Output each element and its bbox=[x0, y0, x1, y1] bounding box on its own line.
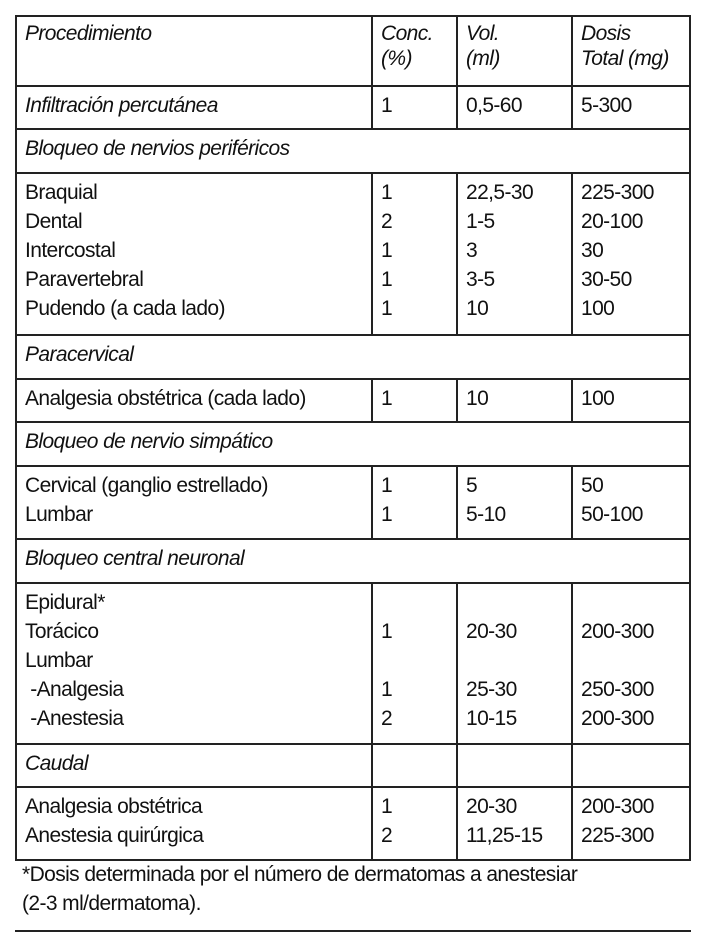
cell-empty bbox=[573, 745, 689, 786]
section-title bbox=[17, 336, 689, 378]
table-header bbox=[17, 17, 689, 87]
cell-conc bbox=[373, 584, 458, 743]
cell-text: 10 bbox=[466, 297, 489, 320]
table-row bbox=[17, 788, 689, 859]
section-row bbox=[17, 423, 689, 467]
cell-text: 50 bbox=[581, 474, 604, 497]
table-row bbox=[17, 380, 689, 423]
cell-text: Lumbar bbox=[25, 649, 93, 672]
cell-text: Paravertebral bbox=[25, 268, 144, 291]
cell-text: 22,5-30 bbox=[466, 181, 534, 204]
cell-text: Pudendo (a cada lado) bbox=[25, 297, 225, 320]
cell-text: Cervical (ganglio estrellado) bbox=[25, 474, 268, 497]
cell-text: -Anestesia bbox=[25, 707, 124, 730]
header-label: Vol. bbox=[466, 22, 500, 45]
footnote-line: (2-3 ml/dermatoma). bbox=[22, 892, 201, 915]
header-vol bbox=[458, 17, 573, 85]
cell-text bbox=[581, 646, 681, 675]
cell-text: 1-5 bbox=[466, 210, 495, 233]
cell-text: 11,25-15 bbox=[466, 824, 543, 847]
cell-text: 1 bbox=[381, 678, 393, 701]
cell-text: 3 bbox=[466, 239, 478, 262]
section-title bbox=[17, 745, 373, 786]
cell-text: 200-300 bbox=[581, 795, 654, 818]
cell-text: 2 bbox=[381, 824, 393, 847]
cell-text: Torácico bbox=[25, 620, 99, 643]
section-title bbox=[17, 423, 689, 465]
footnote-line: *Dosis determinada por el número de dermatomas a anestesiar bbox=[22, 863, 578, 886]
cell-vol bbox=[458, 174, 573, 334]
section-title bbox=[17, 130, 689, 172]
cell-text: Braquial bbox=[25, 181, 98, 204]
cell-text: 20-100 bbox=[581, 210, 643, 233]
cell-text: 20-30 bbox=[466, 620, 517, 643]
cell-empty bbox=[458, 745, 573, 786]
table-row bbox=[17, 87, 689, 130]
cell-text: 20-30 bbox=[466, 795, 517, 818]
cell-dosis bbox=[573, 467, 689, 538]
cell-text: 30-50 bbox=[581, 268, 632, 291]
cell-dosis bbox=[573, 87, 689, 128]
header-label: (ml) bbox=[466, 47, 500, 70]
cell-text: Analgesia obstétrica (cada lado) bbox=[25, 387, 306, 410]
header-label: Procedimiento bbox=[25, 22, 152, 45]
cell-text: -Analgesia bbox=[25, 678, 124, 701]
cell-dosis bbox=[573, 380, 689, 421]
footnote bbox=[22, 860, 577, 918]
cell-vol bbox=[458, 87, 573, 128]
table-row bbox=[17, 584, 689, 745]
header-procedimiento bbox=[17, 17, 373, 85]
cell-text: 3-5 bbox=[466, 268, 495, 291]
cell-conc bbox=[373, 380, 458, 421]
cell-text bbox=[581, 588, 681, 617]
header-dosis bbox=[573, 17, 689, 85]
cell-dosis bbox=[573, 788, 689, 859]
cell-vol bbox=[458, 788, 573, 859]
cell-procedimiento bbox=[17, 380, 373, 421]
section-row bbox=[17, 745, 689, 788]
cell-text: 2 bbox=[381, 707, 393, 730]
cell-text: Lumbar bbox=[25, 503, 93, 526]
header-label: Total (mg) bbox=[581, 47, 669, 70]
cell-text bbox=[466, 646, 563, 675]
cell-text: 10-15 bbox=[466, 707, 517, 730]
cell-text: Paracervical bbox=[25, 343, 134, 366]
cell-dosis bbox=[573, 584, 689, 743]
cell-text: 0,5-60 bbox=[466, 94, 522, 117]
cell-procedimiento bbox=[17, 87, 373, 128]
cell-text: Caudal bbox=[25, 752, 88, 775]
section-row bbox=[17, 540, 689, 584]
cell-text: 100 bbox=[581, 387, 615, 410]
cell-conc bbox=[373, 788, 458, 859]
header-conc bbox=[373, 17, 458, 85]
section-title bbox=[17, 540, 689, 582]
cell-text: 1 bbox=[381, 620, 393, 643]
section-row bbox=[17, 130, 689, 174]
cell-text: 250-300 bbox=[581, 678, 654, 701]
cell-empty bbox=[373, 745, 458, 786]
cell-conc bbox=[373, 87, 458, 128]
cell-text bbox=[381, 588, 448, 617]
section-row bbox=[17, 336, 689, 380]
table-row bbox=[17, 174, 689, 336]
cell-vol bbox=[458, 467, 573, 538]
cell-text: 5 bbox=[466, 474, 478, 497]
cell-text: 1 bbox=[381, 181, 393, 204]
cell-text: 225-300 bbox=[581, 181, 654, 204]
cell-text: Bloqueo de nervio simpático bbox=[25, 430, 273, 453]
cell-text: 30 bbox=[581, 239, 604, 262]
cell-text: 1 bbox=[381, 297, 393, 320]
cell-text: Bloqueo central neuronal bbox=[25, 547, 245, 570]
cell-conc bbox=[373, 174, 458, 334]
cell-vol bbox=[458, 380, 573, 421]
cell-text: 50-100 bbox=[581, 503, 643, 526]
cell-text bbox=[466, 588, 563, 617]
cell-text: 1 bbox=[381, 268, 393, 291]
cell-dosis bbox=[573, 174, 689, 334]
cell-text: 1 bbox=[381, 387, 393, 410]
cell-text: 200-300 bbox=[581, 707, 654, 730]
cell-text: Intercostal bbox=[25, 239, 116, 262]
cell-text: 1 bbox=[381, 503, 393, 526]
cell-text: 1 bbox=[381, 795, 393, 818]
cell-text bbox=[381, 646, 448, 675]
cell-procedimiento bbox=[17, 584, 373, 743]
cell-text: 10 bbox=[466, 387, 489, 410]
cell-text: 200-300 bbox=[581, 620, 654, 643]
table-row bbox=[17, 467, 689, 540]
cell-text: 1 bbox=[381, 94, 393, 117]
cell-text: Epidural* bbox=[25, 591, 105, 614]
dosage-table bbox=[15, 15, 691, 861]
cell-text: 100 bbox=[581, 297, 615, 320]
cell-text: Infiltración percutánea bbox=[25, 94, 218, 117]
header-label: (%) bbox=[381, 47, 412, 70]
cell-text: Analgesia obstétrica bbox=[25, 795, 203, 818]
cell-text: 25-30 bbox=[466, 678, 517, 701]
cell-procedimiento bbox=[17, 174, 373, 334]
cell-text: 225-300 bbox=[581, 824, 654, 847]
cell-text: 5-10 bbox=[466, 503, 506, 526]
cell-text: Dental bbox=[25, 210, 83, 233]
header-label: Conc. bbox=[381, 22, 433, 45]
cell-text: 1 bbox=[381, 474, 393, 497]
bottom-rule bbox=[15, 930, 691, 932]
cell-text: 2 bbox=[381, 210, 393, 233]
cell-text: Bloqueo de nervios periféricos bbox=[25, 137, 290, 160]
cell-text: 1 bbox=[381, 239, 393, 262]
header-label: Dosis bbox=[581, 22, 631, 45]
cell-conc bbox=[373, 467, 458, 538]
cell-vol bbox=[458, 584, 573, 743]
cell-text: Anestesia quirúrgica bbox=[25, 824, 204, 847]
cell-procedimiento bbox=[17, 467, 373, 538]
cell-procedimiento bbox=[17, 788, 373, 859]
cell-text: 5-300 bbox=[581, 94, 632, 117]
